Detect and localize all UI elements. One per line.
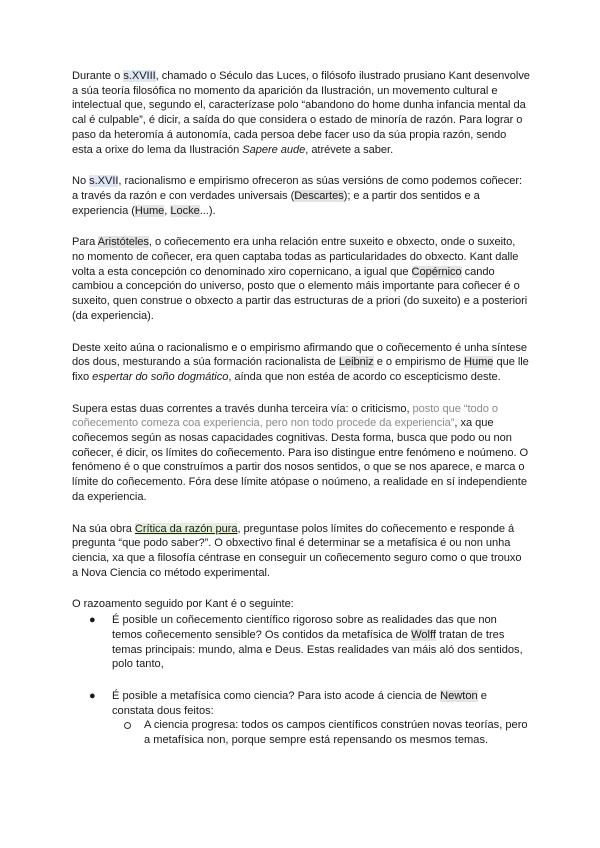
highlight-critique-title: Crítica da razón pura: [134, 522, 238, 535]
bullet-icon: ●: [89, 614, 96, 627]
sub-list-item: A ciencia progresa: todos os campos científicos constrúen novas teorías, pero a metafísica non, porque sempre está repensando os mesmos temas.: [112, 718, 530, 747]
sub-list: [112, 718, 530, 747]
highlight-aristotle: Aristóteles: [97, 236, 149, 249]
highlight-hume-2: Hume: [464, 356, 494, 369]
highlight-wolff: Wolff: [411, 628, 436, 641]
list-item: ● É posible un coñecemento científico rigoroso sobre as realidades das que non temos coñecemento sensible? Os contidos da metafísica de Wolff tratan de tres temas principais: mundo, alma e Deus. Estas realidades van máis aló dos sentidos, polo tanto,: [89, 614, 523, 671]
paragraph-reasoning-intro: O razoamento seguido por Kant é o seguinte:: [72, 598, 294, 611]
highlight-17th-century: s.XVII: [89, 175, 119, 188]
hollow-bullet-icon: [124, 722, 131, 729]
highlight-copernicus: Copérnico: [411, 265, 462, 278]
paragraph-critique-pure-reason: Na súa obra Crítica da razón pura, preguntase polos límites do coñecemento e responde á pregunta “que podo saber?”. O obxectivo final é determinar se a metafísica é ou non unha ciencia, xa que a filosofía céntrase en conseguir un coñecemento seguro como o que trouxo a Nova Ciencia co método experimental.: [72, 522, 522, 579]
paragraph-rationalism-empiricism: No s.XVII, racionalismo e empirismo ofreceron as súas versións de como podemos coñecer: a través da razón e con verdades universais (Descartes); e a partir dos sentidos e a experiencia (Hume, Locke...).: [72, 175, 523, 217]
list-item: ● É posible a metafísica como ciencia? Para isto acode á ciencia de Newton e constata dous feitos: A ciencia progresa: todos os campos científicos constrúen novas teorías, pero a metafísica non, porque sempre está repensando os mesmos temas.: [72, 689, 530, 748]
bullet-icon: ●: [89, 689, 96, 702]
highlight-descartes: Descartes: [294, 189, 344, 202]
dogmatic-slumber-italic: espertar do soño dogmático: [92, 370, 229, 383]
highlight-leibniz: Leibniz: [338, 356, 374, 369]
highlight-18th-century: s.XVIII: [123, 70, 156, 82]
paragraph-copernican-turn: Para Aristóteles, o coñecemento era unha relación entre suxeito e obxecto, onde o suxeito, no momento de coñecer, era quen captaba todas as particularidades do obxecto. Kant dalle volta a esta concepción co denominado xiro copernicano, a igual que Copérnico cando cambiou a concepción do universo, posto que o elemento máis importante para coñecer é o suxeito, quen construe o obxecto a partir das estructuras de a priori (do suxeito) e a posteriori (da experiencia).: [72, 236, 528, 322]
reasoning-list: [72, 613, 530, 748]
paragraph-synthesis: Deste xeito aúna o racionalismo e o empirismo afirmando que o coñecemento é unha síntese dos dous, mesturando a súa formación racionalista de Leibniz e o empirismo de Hume que lle fixo espertar do soño dogmático, aínda que non estéa de acordo co escepticismo deste.: [72, 341, 529, 383]
paragraph-criticism: Supera estas duas correntes a través dunha terceira vía: o criticismo, posto que “todo o coñecemento comeza coa experiencia, pero non todo procede da experiencia”, xa que coñecemos según as nosas capacidades cognitivas. Desta forma, busca que podo ou non coñecer, é dicir, os límites do coñecemento. Para iso distingue entre fenómeno e noúmeno. O fenómeno é o que construímos a partir dos nosos sentidos, o que se nos aparece, e marca o límite do coñecemento. Fóra dese límite atópase o noúmeno, a realidade en sí independiente da experiencia.: [72, 402, 529, 503]
paragraph-enlightenment: Durante o s.XVIII, chamado o Século das Luces, o filósofo ilustrado prusiano Kant desenvolve a súa teoría filosófica no momento da aparición da Ilustración, un movemento cultural e intelectual que, segundo el, caracterízase polo “abandono do home dunha infancia mental da cal é culpable”, é dicir, a saída do que considera o estado de minoría de razón. Para lograr o paso da heteromía á autonomía, cada persoa debe facer uso da súa propia razón, sendo esta a orixe do lema da Ilustración Sapere aude, atrévete a saber.: [72, 70, 530, 156]
quote-grey-text: posto que “todo o coñecemento comeza coa experiencia, pero non todo procede da experiencia”: [72, 402, 499, 430]
highlight-newton: Newton: [440, 689, 478, 702]
sapere-aude-italic: Sapere aude: [242, 143, 306, 156]
highlight-hume: Hume: [134, 204, 165, 217]
document-page: [72, 69, 530, 748]
highlight-locke: Locke: [170, 204, 200, 217]
